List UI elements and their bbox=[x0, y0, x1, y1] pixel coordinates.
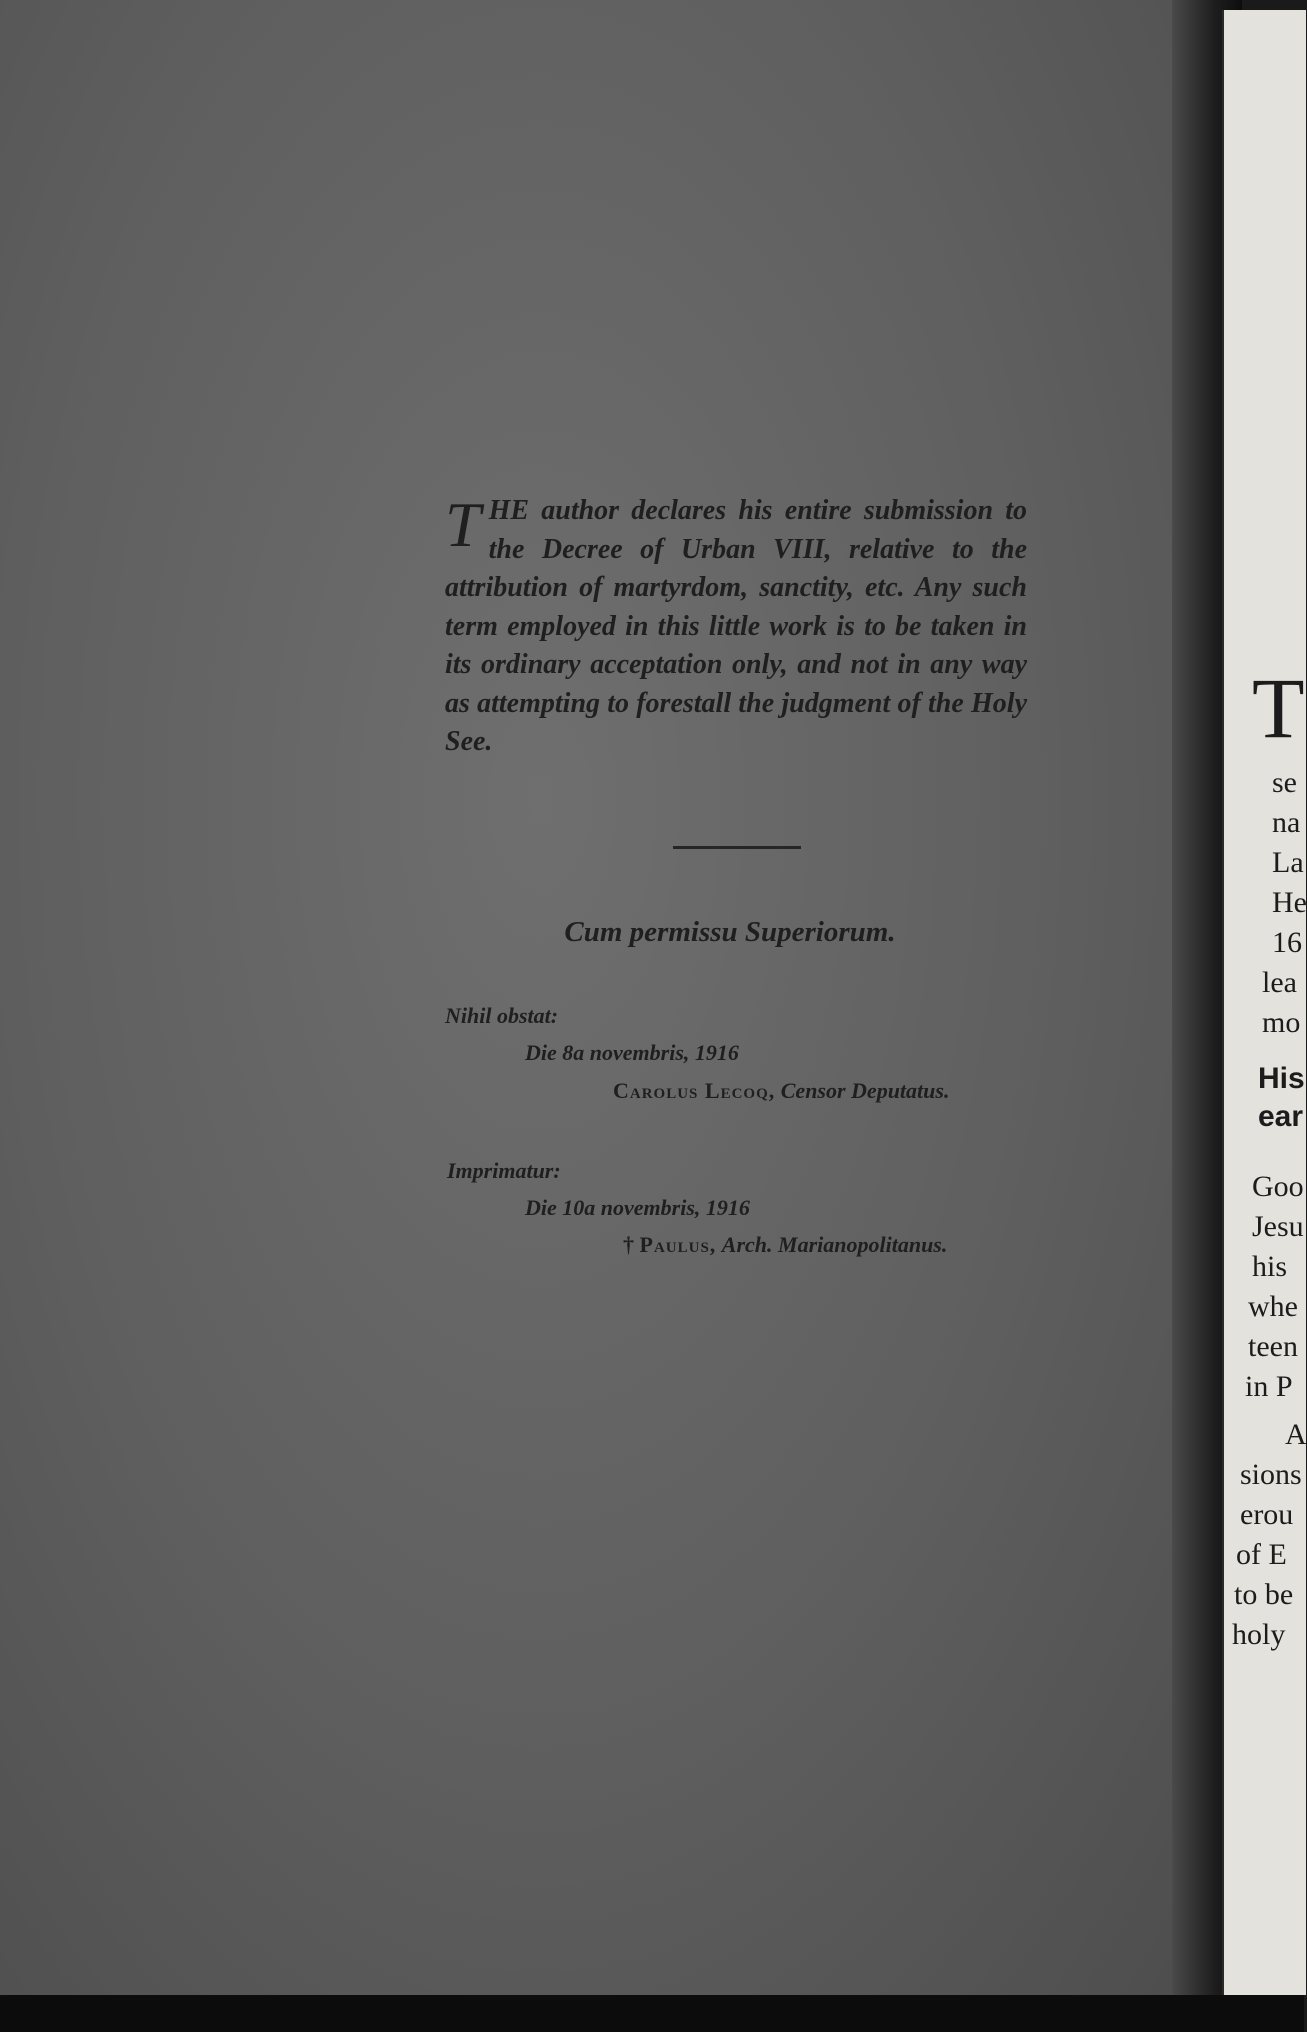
right-page-line: se bbox=[1272, 766, 1297, 799]
archbishop-title: Arch. Marianopolitanus. bbox=[721, 1232, 948, 1257]
right-page-line: holy bbox=[1232, 1618, 1286, 1651]
right-page-line: to be bbox=[1234, 1578, 1294, 1611]
right-page-line: of E bbox=[1236, 1538, 1287, 1571]
right-page-line: teen bbox=[1248, 1330, 1298, 1363]
right-page-dropcap: T bbox=[1252, 660, 1305, 756]
censor-name: Carolus Lecoq, bbox=[613, 1078, 776, 1103]
right-page-heading: ear bbox=[1258, 1100, 1304, 1133]
right-page-line: lea bbox=[1262, 966, 1297, 999]
declaration-text: HE author declares his entire submission to the Decree of Urban VIII, relative to the attribution of martyrdom, sanctity, etc. Any such term employed in this little work is to be taken in its ordinary acceptation only, and not in any way as attempting to forestall the judgment of the Holy See. bbox=[445, 495, 1027, 757]
archbishop-name: Paulus, bbox=[639, 1232, 717, 1257]
author-declaration bbox=[445, 489, 1027, 762]
right-page-line: erou bbox=[1240, 1498, 1294, 1531]
right-page-line: He bbox=[1272, 886, 1307, 919]
nihil-obstat-date: Die 8a novembris, 1916 bbox=[525, 1040, 739, 1065]
censor-title: Censor Deputatus. bbox=[780, 1078, 950, 1103]
right-page-line: mo bbox=[1262, 1006, 1301, 1039]
nihil-obstat-label: Nihil obstat: bbox=[445, 1003, 559, 1028]
divider-rule bbox=[673, 846, 801, 849]
right-page-heading: His bbox=[1258, 1062, 1305, 1095]
scan-bottom-edge bbox=[0, 1995, 1304, 2032]
right-page-line: Goo bbox=[1252, 1170, 1304, 1203]
imprimatur-label: Imprimatur: bbox=[447, 1158, 561, 1183]
permission-line: Cum permissu Superiorum. bbox=[564, 916, 896, 948]
imprimatur-signature bbox=[623, 1232, 947, 1258]
right-page-line: sions bbox=[1240, 1458, 1302, 1491]
right-page-line: La bbox=[1272, 846, 1304, 879]
right-page-line: in P bbox=[1245, 1370, 1293, 1403]
right-page-line: A bbox=[1285, 1418, 1307, 1451]
cross-symbol: † bbox=[623, 1232, 634, 1257]
right-page-line: his bbox=[1252, 1250, 1288, 1283]
right-page-line: Jesu bbox=[1252, 1210, 1304, 1243]
declaration-dropcap: T bbox=[445, 489, 481, 560]
right-page bbox=[1222, 10, 1306, 1995]
nihil-obstat-signature bbox=[613, 1078, 949, 1104]
imprimatur-date: Die 10a novembris, 1916 bbox=[525, 1195, 750, 1220]
right-page-line: 16 bbox=[1272, 926, 1302, 959]
right-page-line: whe bbox=[1248, 1290, 1298, 1323]
right-page-line: na bbox=[1272, 806, 1301, 839]
